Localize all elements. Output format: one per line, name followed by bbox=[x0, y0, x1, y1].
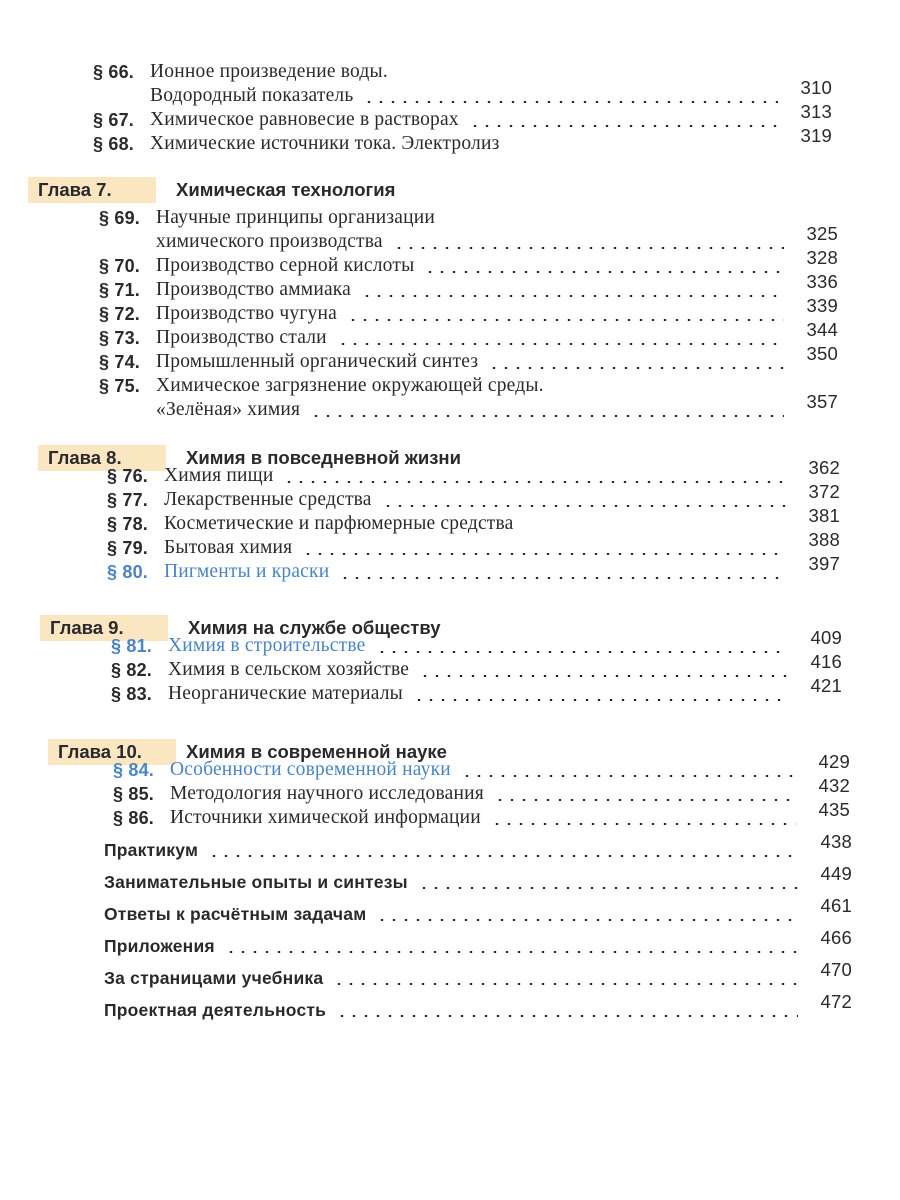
page-number: 344 bbox=[806, 319, 838, 340]
page-number: 310 bbox=[800, 77, 832, 98]
chapter-title: Химия в современной науке bbox=[186, 741, 447, 762]
section-number: § 83. bbox=[110, 684, 152, 704]
toc-entry-answers[interactable] bbox=[104, 894, 852, 926]
dot-leader bbox=[347, 319, 784, 321]
page-number: 461 bbox=[820, 895, 852, 916]
section-number: § 71. bbox=[98, 280, 140, 300]
section-title: Производство чугуна bbox=[156, 303, 337, 324]
toc-entry-79[interactable] bbox=[76, 529, 840, 560]
section-title: Бытовая химия bbox=[164, 537, 293, 558]
entry-title: Ответы к расчётным задачам bbox=[104, 904, 367, 924]
dot-leader bbox=[225, 951, 798, 953]
page-number: 409 bbox=[810, 627, 842, 648]
section-number: § 82. bbox=[110, 660, 152, 680]
page-number: 416 bbox=[810, 651, 842, 672]
appendix-list bbox=[104, 830, 852, 1022]
section-title: Химические источники тока. Электролиз bbox=[150, 133, 500, 154]
section-number: § 79. bbox=[106, 538, 148, 558]
toc-entry-appendices[interactable] bbox=[104, 926, 852, 958]
page-number: 421 bbox=[810, 675, 842, 696]
page-number: 362 bbox=[808, 457, 840, 478]
section-number: § 77. bbox=[106, 490, 148, 510]
toc-entry-86[interactable] bbox=[82, 799, 850, 830]
chapter-label: Глава 10. bbox=[48, 739, 176, 765]
toc-entry-73[interactable] bbox=[68, 319, 838, 350]
entry-title: Приложения bbox=[104, 936, 215, 956]
dot-leader bbox=[488, 367, 784, 369]
entry-title: Занимательные опыты и синтезы bbox=[104, 872, 408, 892]
toc-entry-68[interactable] bbox=[62, 125, 832, 156]
section-number: § 67. bbox=[92, 110, 134, 130]
dot-leader bbox=[413, 699, 788, 701]
toc-entry-85[interactable] bbox=[82, 775, 850, 806]
section-number: § 80. bbox=[106, 562, 148, 582]
section-title: Производство серной кислоты bbox=[156, 255, 415, 276]
toc-entry-67[interactable] bbox=[62, 101, 832, 132]
page-number: 381 bbox=[808, 505, 840, 526]
section-title: Научные принципы организации bbox=[156, 207, 435, 228]
entry-title: За страницами учебника bbox=[104, 968, 324, 988]
chapter-7 bbox=[28, 176, 838, 204]
dot-leader bbox=[424, 271, 784, 273]
section-number: § 81. bbox=[110, 636, 152, 656]
page-number: 350 bbox=[806, 343, 838, 364]
chapter-label: Глава 7. bbox=[28, 177, 156, 203]
section-number: § 70. bbox=[98, 256, 140, 276]
dot-leader bbox=[469, 125, 778, 127]
dot-leader bbox=[283, 481, 786, 483]
dot-leader bbox=[208, 855, 798, 857]
toc-entry-experiments[interactable] bbox=[104, 862, 852, 894]
section-number: § 85. bbox=[112, 784, 154, 804]
page-number: 339 bbox=[806, 295, 838, 316]
page-number: 325 bbox=[806, 223, 838, 244]
chapter-heading[interactable] bbox=[28, 176, 838, 204]
dot-leader bbox=[491, 823, 796, 825]
section-number: § 66. bbox=[92, 62, 134, 82]
section-title: Ионное произведение воды. bbox=[150, 61, 388, 82]
dot-leader bbox=[336, 1015, 798, 1017]
toc-entry-83[interactable] bbox=[80, 675, 842, 706]
section-title: Пигменты и краски bbox=[164, 561, 330, 582]
page-number: 449 bbox=[820, 863, 852, 884]
entry-title: Практикум bbox=[104, 840, 199, 860]
section-title: Химия пищи bbox=[164, 465, 274, 486]
section-title-cont: химического производства bbox=[156, 231, 383, 252]
page-number: 372 bbox=[808, 481, 840, 502]
toc-entry-66-line2[interactable] bbox=[62, 77, 832, 108]
section-number: § 73. bbox=[98, 328, 140, 348]
page-number: 438 bbox=[820, 831, 852, 852]
chapter-7-sections bbox=[68, 206, 838, 422]
dot-leader bbox=[310, 415, 784, 417]
page-number: 470 bbox=[820, 959, 852, 980]
sections-top bbox=[62, 60, 832, 156]
section-title: Особенности современной науки bbox=[170, 759, 451, 780]
page-number: 472 bbox=[820, 991, 852, 1012]
toc-entry-80[interactable] bbox=[76, 553, 840, 584]
toc-entry-projects[interactable] bbox=[104, 990, 852, 1022]
section-title: Источники химической информации bbox=[170, 807, 481, 828]
toc-entry-74[interactable] bbox=[68, 343, 838, 374]
dot-leader bbox=[461, 775, 796, 777]
dot-leader bbox=[363, 101, 778, 103]
page-number: 397 bbox=[808, 553, 840, 574]
section-title: Промышленный органический синтез bbox=[156, 351, 479, 372]
dot-leader bbox=[339, 577, 786, 579]
section-title: Косметические и парфюмерные средства bbox=[164, 513, 514, 534]
dot-leader bbox=[418, 887, 798, 889]
page-number: 429 bbox=[818, 751, 850, 772]
section-title: Производство аммиака bbox=[156, 279, 352, 300]
dot-leader bbox=[333, 983, 798, 985]
chapter-label: Глава 9. bbox=[40, 615, 168, 641]
toc-entry-practicum[interactable] bbox=[104, 830, 852, 862]
dot-leader bbox=[376, 919, 798, 921]
dot-leader bbox=[419, 675, 788, 677]
page-number: 388 bbox=[808, 529, 840, 550]
toc-entry-75-line2[interactable] bbox=[68, 391, 838, 422]
dot-leader bbox=[382, 505, 786, 507]
section-title: Химия в строительстве bbox=[168, 635, 366, 656]
page-number: 432 bbox=[818, 775, 850, 796]
dot-leader bbox=[393, 247, 784, 249]
section-number: § 78. bbox=[106, 514, 148, 534]
page-number: 435 bbox=[818, 799, 850, 820]
chapter-title: Химия на службе обществу bbox=[188, 617, 441, 638]
dot-leader bbox=[302, 553, 786, 555]
section-number: § 69. bbox=[98, 208, 140, 228]
section-number: § 76. bbox=[106, 466, 148, 486]
section-number: § 86. bbox=[112, 808, 154, 828]
toc-entry-77[interactable] bbox=[76, 481, 840, 512]
dot-leader bbox=[494, 799, 796, 801]
page-number: 357 bbox=[806, 391, 838, 412]
toc-entry-66-line1[interactable] bbox=[62, 60, 832, 84]
toc-entry-beyond-textbook[interactable] bbox=[104, 958, 852, 990]
page-number: 466 bbox=[820, 927, 852, 948]
toc-entry-72[interactable] bbox=[68, 295, 838, 326]
section-title: Химия в сельском хозяйстве bbox=[168, 659, 410, 680]
chapter-title: Химическая технология bbox=[176, 179, 396, 200]
section-number: § 68. bbox=[92, 134, 134, 154]
page-number: 328 bbox=[806, 247, 838, 268]
section-number: § 75. bbox=[98, 376, 140, 396]
section-title: Химическое загрязнение окружающей среды. bbox=[156, 375, 544, 396]
toc-entry-69-line2[interactable] bbox=[68, 223, 838, 254]
toc-entry-75-line1[interactable] bbox=[68, 374, 838, 398]
section-title-cont: Водородный показатель bbox=[150, 85, 354, 106]
section-title: Лекарственные средства bbox=[164, 489, 372, 510]
section-title-cont: «Зелёная» химия bbox=[156, 399, 301, 420]
dot-leader bbox=[361, 295, 784, 297]
chapter-title: Химия в повседневной жизни bbox=[186, 447, 461, 468]
dot-leader bbox=[337, 343, 784, 345]
section-title: Производство стали bbox=[156, 327, 327, 348]
page-number: 313 bbox=[800, 101, 832, 122]
section-number: § 84. bbox=[112, 760, 154, 780]
chapter-label: Глава 8. bbox=[38, 445, 166, 471]
dot-leader bbox=[376, 651, 789, 653]
toc-entry-78[interactable] bbox=[76, 505, 840, 536]
section-title: Химическое равновесие в растворах bbox=[150, 109, 459, 130]
section-number: § 72. bbox=[98, 304, 140, 324]
toc-entry-82[interactable] bbox=[80, 651, 842, 682]
section-title: Неорганические материалы bbox=[168, 683, 403, 704]
toc-entry-69-line1[interactable] bbox=[68, 206, 838, 230]
page-number: 319 bbox=[800, 125, 832, 146]
entry-title: Проектная деятельность bbox=[104, 1000, 327, 1020]
section-number: § 74. bbox=[98, 352, 140, 372]
toc-entry-71[interactable] bbox=[68, 271, 838, 302]
toc-entry-70[interactable] bbox=[68, 247, 838, 278]
section-title: Методология научного исследования bbox=[170, 783, 484, 804]
page-number: 336 bbox=[806, 271, 838, 292]
